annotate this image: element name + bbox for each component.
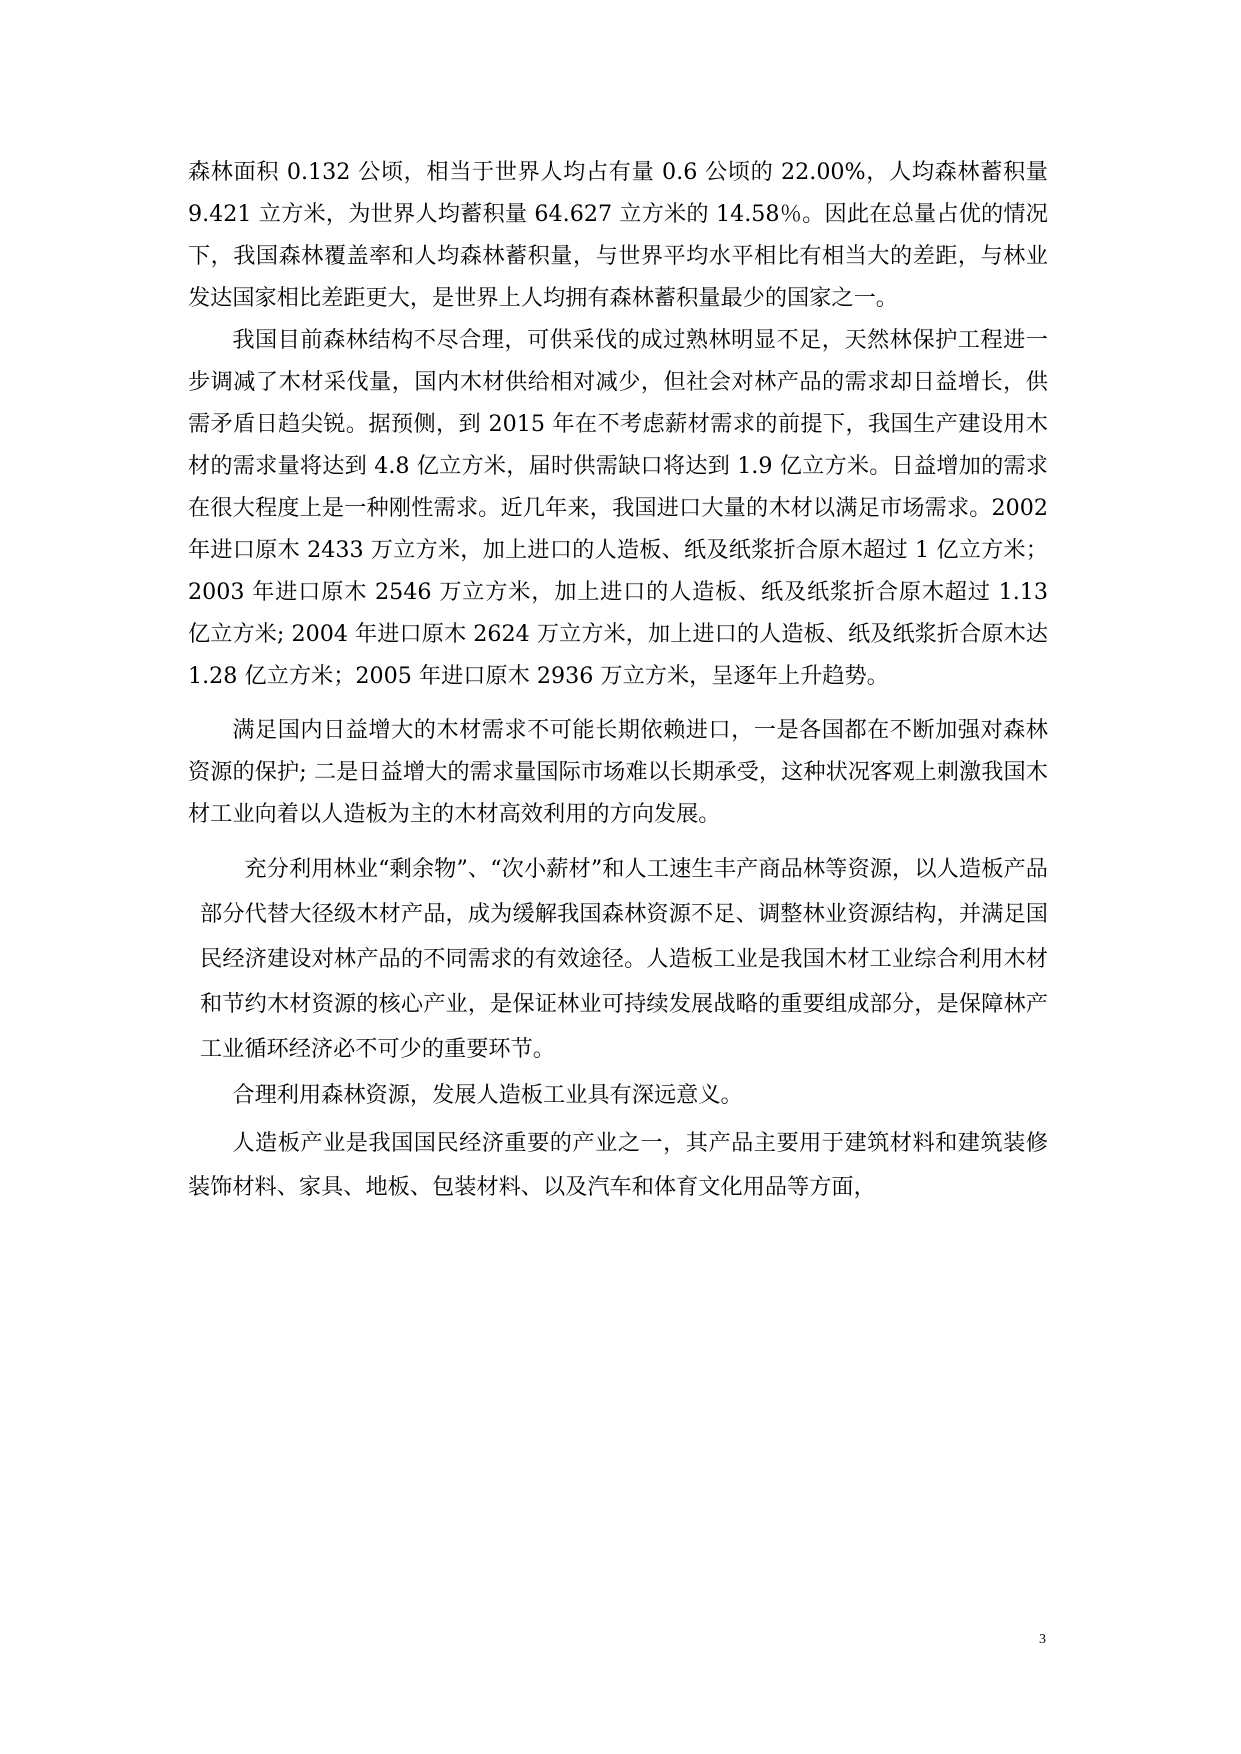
- page-number: 3: [1039, 1632, 1046, 1647]
- paragraph-5: 合理利用森林资源，发展人造板工业具有深远意义。: [232, 1082, 743, 1108]
- paragraph-3: 满足国内日益增大的木材需求不可能长期依赖进口，一是各国都在不断加强对森林资源的保护; 二是日益增大的需求量国际市场难以长期承受，这种状况客观上刺激我国木材工业向着以人造板为主的木材高效利用的方向发展。: [188, 717, 1048, 827]
- document-body: [188, 151, 1048, 1209]
- paragraph-1: 森林面积 0.132 公顷，相当于世界人均占有量 0.6 公顷的 22.00%，人均森林蓄积量 9.421 立方米，为世界人均蓄积量 64.627 立方米的 14.58％。因此在总量占优的情况下，我国森林覆盖率和人均森林蓄积量，与世界平均水平相比有相当大的差距，与林业发达国家相比差距更大，是世界上人均拥有森林蓄积量最少的国家之一。: [188, 159, 1048, 311]
- paragraph-2: 我国目前森林结构不尽合理，可供采伐的成过熟林明显不足，天然林保护工程进一步调减了木材采伐量，国内木材供给相对减少，但社会对林产品的需求却日益增长，供需矛盾日趋尖锐。据预侧，到 2015 年在不考虑薪材需求的前提下，我国生产建设用木材的需求量将达到 4.8 亿立方米，届时供需缺口将达到 1.9 亿立方米。日益增加的需求在很大程度上是一种刚性需求。近几年来，我国进口大量的木材以满足市场需求。2002 年进口原木 2433 万立方米，加上进口的人造板、纸及纸浆折合原木超过 1 亿立方米；2003 年进口原木 2546 万立方米，加上进口的人造板、纸及纸浆折合原木超过 1.13 亿立方米; 2004 年进口原木 2624 万立方米，加上进口的人造板、纸及纸浆折合原木达 1.28 亿立方米；2005 年进口原木 2936 万立方米，呈逐年上升趋势。: [188, 327, 1048, 689]
- paragraph-6: 人造板产业是我国国民经济重要的产业之一，其产品主要用于建筑材料和建筑装修装饰材料、家具、地板、包装材料、以及汽车和体育文化用品等方面，: [188, 1130, 1048, 1200]
- paragraph-4: 充分利用林业“剩余物”、“次小薪材”和人工速生丰产商品林等资源，以人造板产品部分代替大径级木材产品，成为缓解我国森林资源不足、调整林业资源结构，并满足国民经济建设对林产品的不同需求的有效途径。人造板工业是我国木材工业综合利用木材和节约木材资源的核心产业，是保证林业可持续发展战略的重要组成部分，是保障林产工业循环经济必不可少的重要环节。: [200, 856, 1048, 1062]
